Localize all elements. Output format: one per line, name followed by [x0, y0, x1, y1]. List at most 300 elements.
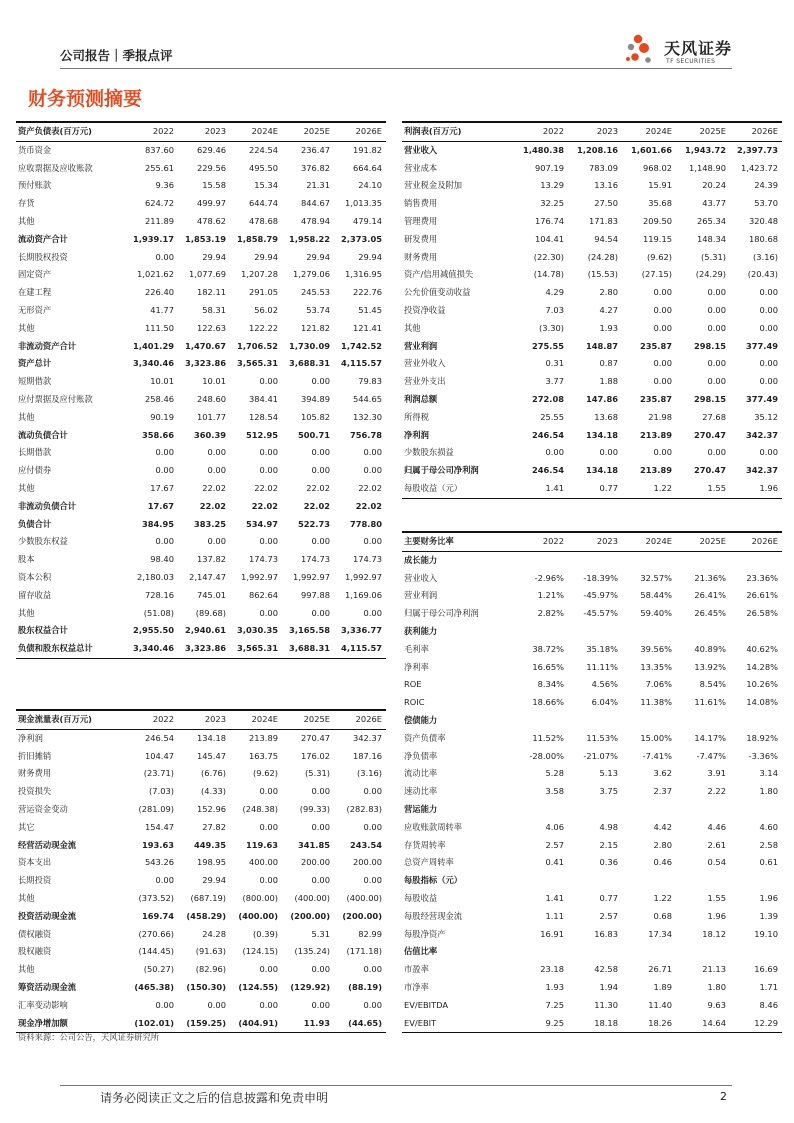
cell-value: 907.19	[534, 162, 564, 173]
cell-value: 235.87	[639, 340, 672, 351]
cell-value: 6.04%	[591, 697, 618, 708]
cell-value	[514, 551, 568, 569]
cell-value: -7.41%	[642, 750, 672, 761]
cell-value: 3,336.77	[341, 625, 382, 636]
cell-value: 9.36	[155, 180, 174, 191]
cell-value: 104.47	[144, 750, 174, 761]
cell-value	[622, 551, 676, 569]
cell-value: (5.31)	[305, 768, 330, 779]
cell-value: 16.65%	[532, 661, 564, 672]
cell-value: 1.22	[653, 892, 672, 903]
cell-value: 11.30	[594, 999, 618, 1010]
cell-value: 58.31	[202, 304, 226, 315]
section-title: 财务预测摘要	[28, 88, 143, 110]
table-row	[16, 801, 386, 819]
cell-value: 2.80	[599, 287, 618, 298]
cell-value: -45.97%	[583, 590, 618, 601]
cell-value: 11.38%	[640, 697, 672, 708]
table-row	[402, 570, 782, 588]
table-title: 资产负债表(百万元)	[16, 122, 126, 141]
cell-value: 200.00	[300, 857, 330, 868]
cell-value: 0.00	[259, 964, 278, 975]
row-label: 其他	[18, 482, 35, 493]
cell-value: 0.00	[259, 536, 278, 547]
cell-value: 7.06%	[645, 679, 672, 690]
cell-value: 19.10	[754, 928, 778, 939]
cell-value: 360.39	[193, 429, 226, 440]
table-row	[402, 997, 782, 1015]
cell-value: 478.68	[248, 215, 278, 226]
row-label: 长期股权投资	[18, 251, 68, 262]
cell-value: 1.80	[707, 981, 726, 992]
row-label: 获利能力	[404, 625, 438, 636]
cell-value: 24.28	[202, 928, 226, 939]
table-row	[402, 266, 782, 284]
row-label: 营运资金变动	[18, 803, 68, 814]
cell-value: 0.00	[707, 322, 726, 333]
cell-value: 0.00	[759, 376, 778, 387]
cell-value: 23.18	[540, 964, 564, 975]
cell-value	[676, 623, 730, 641]
cell-value: 22.02	[254, 482, 278, 493]
cell-value: 8.46	[759, 999, 778, 1010]
row-label: 速动比率	[404, 786, 438, 797]
cell-value: (99.33)	[299, 803, 330, 814]
row-label: 负债合计	[18, 518, 52, 529]
cell-value: 0.46	[653, 857, 672, 868]
row-label: 投资损失	[18, 786, 52, 797]
row-label: 资本支出	[18, 857, 52, 868]
cell-value: (15.53)	[587, 269, 618, 280]
cell-value: 1.39	[759, 910, 778, 921]
cell-value: 213.89	[248, 732, 278, 743]
table-header-row	[402, 122, 782, 141]
table-row	[402, 338, 782, 356]
cell-value: 4,115.57	[334, 640, 386, 658]
row-label: 资产总计	[18, 358, 52, 369]
cell-value: 3.77	[545, 376, 564, 387]
cell-value: 121.82	[300, 322, 330, 333]
cell-value: 1,730.09	[289, 340, 330, 351]
row-label: 折旧摊销	[18, 750, 52, 761]
cell-value: 4.60	[759, 821, 778, 832]
row-label: 其他	[18, 607, 35, 618]
table-row	[16, 569, 386, 587]
cell-value: 265.34	[696, 215, 726, 226]
column-header: 2026E	[334, 710, 386, 729]
cell-value: 495.50	[248, 162, 278, 173]
cell-value: 13.92%	[694, 661, 726, 672]
cell-value: 29.94	[358, 251, 382, 262]
cell-value: 4.56%	[591, 679, 618, 690]
cell-value: 0.00	[155, 251, 174, 262]
column-header: 2025E	[676, 122, 730, 141]
column-header: 2026E	[334, 122, 386, 141]
row-label: 资本公积	[18, 571, 52, 582]
cell-value: 0.00	[653, 287, 672, 298]
row-label: 资产负债率	[404, 732, 446, 743]
cell-value: (144.45)	[138, 946, 174, 957]
cell-value: 664.64	[352, 162, 382, 173]
cell-value: 320.48	[748, 215, 778, 226]
row-label: 货币资金	[18, 144, 52, 155]
cell-value	[622, 623, 676, 641]
cell-value: 119.15	[642, 233, 672, 244]
column-header: 2022	[126, 122, 178, 141]
cell-value: 58.44%	[640, 590, 672, 601]
cell-value: -7.47%	[696, 750, 726, 761]
cell-value: 26.58%	[746, 608, 778, 619]
cell-value: 1,077.69	[189, 269, 226, 280]
cell-value: 1,470.67	[185, 340, 226, 351]
cell-value: 0.00	[599, 447, 618, 458]
table-row	[16, 979, 386, 997]
cell-value: 298.15	[693, 393, 726, 404]
cell-value: 1.94	[599, 981, 618, 992]
cell-value: 41.77	[150, 304, 174, 315]
cell-value: 40.89%	[694, 643, 726, 654]
cell-value: 544.65	[352, 393, 382, 404]
row-label: 在建工程	[18, 287, 52, 298]
cell-value: 211.89	[144, 215, 174, 226]
cell-value: 3.14	[759, 768, 778, 779]
cell-value: 376.82	[300, 162, 330, 173]
cell-value: 11.40	[648, 999, 672, 1010]
cell-value: 163.75	[248, 750, 278, 761]
table-row	[402, 943, 782, 961]
table-row	[16, 141, 386, 159]
table-row	[16, 355, 386, 373]
row-label: 营业成本	[404, 162, 438, 173]
row-label: 市盈率	[404, 964, 429, 975]
cell-value: 270.47	[693, 429, 726, 440]
cell-value: 4.27	[599, 304, 618, 315]
row-label: 应收账款周转率	[404, 821, 463, 832]
cell-value: 0.00	[259, 999, 278, 1010]
row-label: 流动负债合计	[18, 429, 68, 440]
row-label: 每股收益	[404, 892, 438, 903]
table-row	[16, 837, 386, 855]
cell-value: 0.00	[759, 447, 778, 458]
table-row	[402, 249, 782, 267]
cell-value: 0.00	[759, 287, 778, 298]
cell-value: 2.57	[599, 910, 618, 921]
cell-value: 11.52%	[532, 732, 564, 743]
cell-value: 18.26	[622, 1015, 676, 1033]
cell-value: 449.35	[193, 839, 226, 850]
row-label: 其他	[18, 322, 35, 333]
cell-value	[514, 623, 568, 641]
cell-value: 0.00	[311, 465, 330, 476]
cell-value: 5.13	[599, 768, 618, 779]
cell-value: 1,013.35	[345, 198, 382, 209]
disclaimer: 请务必阅读正文之后的信息披露和免责申明	[100, 1091, 329, 1105]
cell-value: 13.16	[594, 180, 618, 191]
cell-value	[622, 801, 676, 819]
cell-value: 22.02	[199, 500, 226, 511]
row-label: 长期借款	[18, 447, 52, 458]
cell-value: 7.03	[545, 304, 564, 315]
cell-value	[730, 943, 782, 961]
cell-value: 38.72%	[532, 643, 564, 654]
cell-value: (200.00)	[342, 910, 382, 921]
cell-value: 0.00	[545, 447, 564, 458]
cell-value: 0.00	[363, 999, 382, 1010]
cell-value: 1,021.62	[137, 269, 174, 280]
table-row	[16, 213, 386, 231]
cell-value: 13.68	[594, 411, 618, 422]
cell-value: 3,165.58	[289, 625, 330, 636]
row-label: 每股经营现金流	[404, 910, 463, 921]
cell-value: 23.36%	[746, 572, 778, 583]
cell-value: 79.83	[358, 376, 382, 387]
cell-value: 778.80	[349, 518, 382, 529]
cell-value: 1,958.22	[289, 233, 330, 244]
cell-value: 13.29	[540, 180, 564, 191]
cell-value: 0.00	[653, 358, 672, 369]
row-label: 其他	[18, 411, 35, 422]
table-row	[402, 872, 782, 890]
cell-value: 235.87	[639, 393, 672, 404]
table-row	[402, 783, 782, 801]
table-row	[16, 926, 386, 944]
table-row	[16, 622, 386, 640]
cell-value: 275.55	[531, 340, 564, 351]
cell-value: 122.63	[196, 322, 226, 333]
table-title: 现金流量表(百万元)	[16, 710, 126, 729]
cell-value: 0.00	[311, 875, 330, 886]
cell-value: 499.97	[196, 198, 226, 209]
cell-value: (150.30)	[186, 981, 226, 992]
cell-value: (27.15)	[641, 269, 672, 280]
cell-value: 147.86	[585, 393, 618, 404]
table-row	[16, 177, 386, 195]
cell-value: 229.56	[196, 162, 226, 173]
cell-value: 213.89	[639, 429, 672, 440]
cell-value: 479.14	[352, 215, 382, 226]
table-row	[402, 302, 782, 320]
column-header: 2024E	[230, 710, 282, 729]
cell-value: 10.01	[202, 376, 226, 387]
table-row	[402, 160, 782, 178]
cell-value: 358.66	[141, 429, 174, 440]
cell-value: 17.34	[648, 928, 672, 939]
table-row	[402, 676, 782, 694]
cell-value: (135.24)	[294, 946, 330, 957]
cell-value: (51.08)	[143, 607, 174, 618]
cell-value: (89.68)	[195, 607, 226, 618]
table-row	[402, 427, 782, 445]
cell-value: 11.53%	[586, 732, 618, 743]
table-row	[402, 444, 782, 462]
cell-value: 27.50	[594, 198, 618, 209]
table-row	[402, 409, 782, 427]
cell-value: 246.54	[531, 429, 564, 440]
cell-value: 0.00	[155, 875, 174, 886]
cell-value: (404.91)	[230, 1015, 282, 1033]
cell-value: 0.31	[545, 358, 564, 369]
cell-value: 3.58	[545, 786, 564, 797]
cell-value: 18.12	[702, 928, 726, 939]
cell-value: (91.63)	[195, 946, 226, 957]
cell-value: 0.00	[653, 322, 672, 333]
table-row	[16, 533, 386, 551]
cell-value: 171.83	[588, 215, 618, 226]
cell-value: 728.16	[144, 589, 174, 600]
cell-value: (171.18)	[346, 946, 382, 957]
table-row	[402, 551, 782, 569]
cell-value: 245.53	[300, 287, 330, 298]
cell-value: 0.00	[311, 607, 330, 618]
financial-ratios-table	[402, 531, 782, 1033]
cell-value	[622, 872, 676, 890]
cell-value: 0.00	[707, 304, 726, 315]
row-label: 流动比率	[404, 768, 438, 779]
column-header: 2026E	[730, 122, 782, 141]
cell-value: 29.94	[202, 251, 226, 262]
table-row	[402, 730, 782, 748]
cell-value: 1,706.52	[237, 340, 278, 351]
cell-value: (400.00)	[346, 892, 382, 903]
cell-value: 968.02	[642, 162, 672, 173]
table-row	[402, 213, 782, 231]
cell-value: 198.95	[196, 857, 226, 868]
cell-value	[514, 801, 568, 819]
row-label: 预付账款	[18, 180, 52, 191]
table-row	[402, 231, 782, 249]
cell-value: 0.00	[311, 447, 330, 458]
cell-value: 270.47	[300, 732, 330, 743]
cell-value: 0.00	[363, 786, 382, 797]
cell-value: 1,853.19	[185, 233, 226, 244]
cell-value: 32.57%	[640, 572, 672, 583]
cell-value: 21.13	[702, 964, 726, 975]
cell-value	[622, 943, 676, 961]
table-row	[16, 195, 386, 213]
cell-value: (88.19)	[348, 981, 382, 992]
table-row	[16, 819, 386, 837]
row-label: 总资产周转率	[404, 857, 454, 868]
cell-value: 543.26	[144, 857, 174, 868]
cell-value	[568, 943, 622, 961]
cell-value: 26.71	[648, 964, 672, 975]
cell-value: 174.73	[300, 554, 330, 565]
table-row	[16, 160, 386, 178]
table-row	[16, 551, 386, 569]
row-label: 应付票据及应付账款	[18, 393, 93, 404]
table-row	[402, 819, 782, 837]
cell-value: 0.00	[707, 376, 726, 387]
cell-value: 0.00	[155, 447, 174, 458]
table-row	[16, 729, 386, 747]
column-header: 2024E	[622, 122, 676, 141]
cell-value: -3.36%	[748, 750, 778, 761]
cell-value: 11.61%	[694, 697, 726, 708]
cell-value: 0.00	[259, 447, 278, 458]
cell-value: 1.93	[599, 322, 618, 333]
cell-value: 22.02	[303, 500, 330, 511]
cell-value: 224.54	[248, 144, 278, 155]
cell-value: 644.74	[248, 198, 278, 209]
cell-value: 997.88	[300, 589, 330, 600]
cell-value: 10.01	[150, 376, 174, 387]
cell-value: 193.63	[141, 839, 174, 850]
cell-value: 3,565.31	[237, 358, 278, 369]
column-header: 2025E	[282, 122, 334, 141]
cell-value: (14.78)	[533, 269, 564, 280]
cell-value: 0.00	[155, 536, 174, 547]
cell-value: 0.61	[759, 857, 778, 868]
cell-value: 29.94	[202, 875, 226, 886]
cell-value: 226.40	[144, 287, 174, 298]
row-label: 公允价值变动收益	[404, 287, 471, 298]
cell-value: 39.56%	[640, 643, 672, 654]
cell-value: 522.73	[297, 518, 330, 529]
row-label: 存货周转率	[404, 839, 446, 850]
cell-value: 272.08	[531, 393, 564, 404]
cell-value: (400.00)	[294, 892, 330, 903]
cell-value: 2,373.05	[341, 233, 382, 244]
cell-value: 1,279.06	[293, 269, 330, 280]
cell-value	[730, 801, 782, 819]
cell-value: 174.73	[352, 554, 382, 565]
cell-value: 0.00	[259, 875, 278, 886]
table-header-row	[402, 532, 782, 551]
cell-value: 5.28	[545, 768, 564, 779]
cell-value: 14.17%	[694, 732, 726, 743]
cell-value: (129.92)	[290, 981, 330, 992]
cell-value: 246.54	[531, 465, 564, 476]
cell-value: 18.92%	[746, 732, 778, 743]
cell-value: 182.11	[196, 287, 226, 298]
column-header: 2026E	[730, 532, 782, 551]
column-header: 2022	[514, 532, 568, 551]
cell-value: 0.00	[259, 465, 278, 476]
row-label: 应收票据及应收账款	[18, 162, 93, 173]
cell-value: 176.02	[300, 750, 330, 761]
row-label: 营业收入	[404, 144, 438, 155]
cell-value: 1.41	[514, 480, 568, 498]
cell-value: 1,992.97	[345, 571, 382, 582]
row-label: 研发费用	[404, 233, 438, 244]
row-label: 短期借款	[18, 376, 52, 387]
cell-value: 105.82	[300, 411, 330, 422]
cell-value: -21.07%	[583, 750, 618, 761]
cell-value: (124.55)	[238, 981, 278, 992]
table-row	[16, 516, 386, 534]
cell-value: 1,858.79	[237, 233, 278, 244]
table-row	[16, 409, 386, 427]
column-header: 2022	[514, 122, 568, 141]
cell-value: 119.63	[245, 839, 278, 850]
cell-value: 783.09	[588, 162, 618, 173]
table-row	[402, 587, 782, 605]
row-label: 存货	[18, 198, 35, 209]
header-divider	[60, 68, 732, 69]
cell-value: 0.00	[707, 287, 726, 298]
cell-value: 94.54	[594, 233, 618, 244]
table-row	[402, 712, 782, 730]
table-header-row	[16, 122, 386, 141]
cell-value: 1.41	[545, 892, 564, 903]
cell-value: 3.75	[599, 786, 618, 797]
cell-value	[676, 872, 730, 890]
cell-value: 0.00	[363, 964, 382, 975]
row-label: 其他	[18, 964, 35, 975]
row-label: 少数股东权益	[18, 536, 68, 547]
cell-value: 1.96	[730, 480, 782, 498]
cell-value: 0.00	[759, 358, 778, 369]
